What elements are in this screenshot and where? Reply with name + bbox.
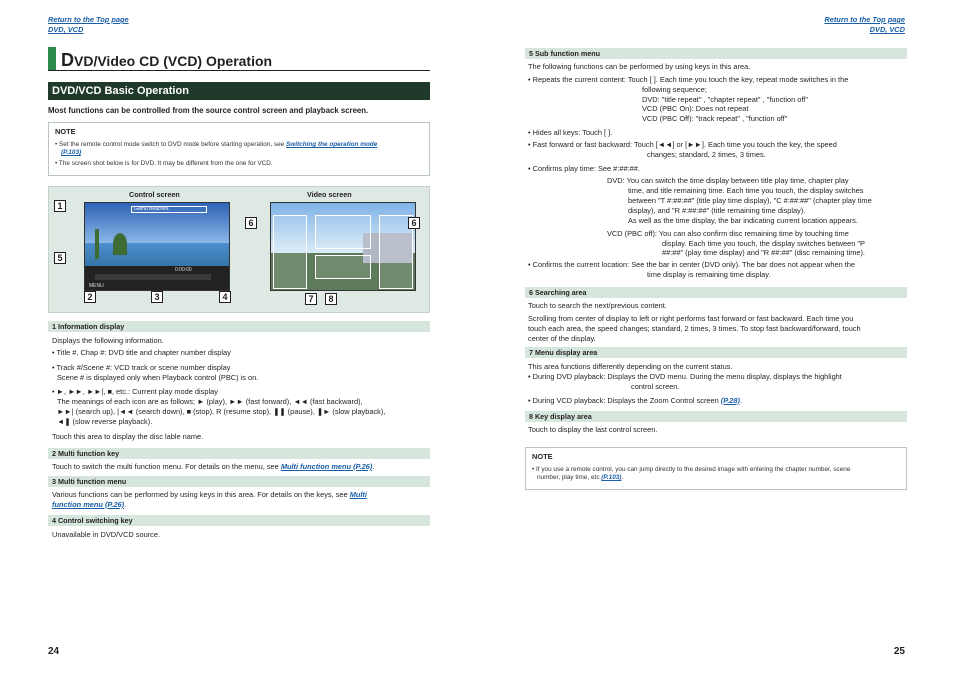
section-4-body: Unavailable in DVD/VCD source. — [52, 530, 161, 539]
callout-6-left: 6 — [245, 217, 257, 229]
note-title: NOTE — [532, 452, 553, 461]
callout-5: 5 — [54, 252, 66, 264]
callout-1: 1 — [54, 200, 66, 212]
section-title: DVD/VCD Basic Operation — [48, 82, 430, 100]
screen-figure — [48, 186, 430, 313]
section-4-header: 4 Control switching key — [48, 515, 430, 526]
multi-function-link-a[interactable]: Multi — [349, 490, 367, 499]
zoom-control-link[interactable]: (P.28) — [720, 395, 740, 405]
callout-8: 8 — [325, 293, 337, 305]
multi-function-menu[interactable] — [95, 274, 211, 280]
note-link[interactable]: (P.103) — [601, 474, 622, 482]
section-2-header: 2 Multi function key — [48, 448, 430, 459]
video-screen-label: Video screen — [307, 190, 352, 199]
right-page — [477, 0, 954, 677]
section-link[interactable]: DVD, VCD — [869, 25, 905, 35]
top-nav — [824, 15, 905, 36]
control-bar: 0:00:00 MENU — [85, 266, 229, 291]
callout-3: 3 — [151, 291, 163, 303]
section-5-body: The following functions can be performed by using keys in this area. • Repeats the current content: Touch [ ]. Each time you touch the key, repeat mode switches in the following sequence; DVD: "title repeat" , "chapter repeat" , "function off" VCD (PBC On): Does not repeat VCD (PBC Off): "track repeat" , "function off" • Hides all keys: Touch [ ]. • Fast forward or fast backward: Touch [◄◄] or [►►]. Each time you touch the key, the speed changes; standard, 2 times, 3 times. • Confirms play time: See #:##:##. DVD: You can switch the time display between title play time, chapter play time, and title remaining time. Each time you touch, the display switches between "T #:##:##" (title play time display), "C #:##:##" (chapter play time display), and "R #:##:##" (title remaining time display). As well as the time display, the bar indicating current location appears. VCD (PBC off): You can also confirm disc remaining time by touching time display. Each time you touch, the display switches between "P ##:##" (play time display) and "R ##:##" (disc remaining time). • Confirms the current location: See the bar in center (DVD only). The bar does not appear when the time display is remaining time display. — [528, 62, 908, 280]
control-screen-label: Control screen — [129, 190, 180, 199]
key-display-area[interactable] — [315, 255, 371, 279]
page-number: 24 — [48, 646, 60, 657]
callout-7: 7 — [305, 293, 317, 305]
chapter-heading — [48, 47, 430, 71]
section-3-header: 3 Multi function menu — [48, 476, 430, 487]
note-item: • If you use a remote control, you can jump directly to the desired image with entering the chapter number, scene number, play time, etc (P.103). — [532, 466, 900, 483]
section-link[interactable]: DVD, VCD — [48, 25, 84, 35]
note-link-page[interactable]: (P.103) — [61, 149, 82, 157]
section-1-body: Displays the following information. • Title #, Chap #: DVD title and chapter number display • Track #/Scene #: VCD track or scene number display Scene # is displayed only when Playback control (PBC) is on. • ►, ►►, ►►|, ■, etc.: Current play mode display The meanings of each icon are as follows; ► (play), ►► (fast forward), ◄◄ (fast backward), ►►| (search up), |◄◄ (search down), ■ (stop), R (resume stop), ❚❚ (pause), ❚► (slow playback), ◄❚ (slow reverse playback). Touch this area to display the disc lable name. — [52, 336, 430, 442]
callout-2: 2 — [84, 291, 96, 303]
section-6-header: 6 Searching area — [525, 287, 907, 298]
note-title: NOTE — [55, 127, 76, 136]
section-6-body: Touch to search the next/previous content. Scrolling from center of display to left or right performs fast forward or fast backward. Each time you touch each area, the speed changes; standard, 2 times, 3 times. To stop fast backward/forward, touch center of the display. — [528, 301, 861, 343]
section-5-header: 5 Sub function menu — [525, 48, 907, 59]
return-top-link[interactable]: Return to the Top page — [48, 15, 129, 24]
note-item: • Set the remote control mode switch to DVD mode before starting operation, see Switching the operation mode (P.103) — [55, 141, 423, 158]
page-number: 25 — [893, 646, 905, 657]
note-item: • The screen shot below is for DVD. It may be different from the one for VCD. — [55, 160, 423, 169]
note-link[interactable]: Switching the operation mode — [286, 140, 378, 148]
multi-function-link-b[interactable]: function menu (P.26) — [52, 499, 125, 509]
section-8-body: Touch to display the last control screen. — [528, 425, 658, 434]
top-nav — [48, 15, 129, 36]
callout-4: 4 — [219, 291, 231, 303]
video-screen-image — [270, 202, 416, 291]
control-screen-image — [84, 202, 230, 291]
searching-area-left[interactable] — [273, 215, 307, 289]
note-box — [48, 122, 430, 176]
screen-title-bar[interactable]: Gamu Beaches — [131, 206, 207, 213]
callout-6-right: 6 — [408, 217, 420, 229]
note-box — [525, 447, 907, 490]
section-1-header: 1 Information display — [48, 321, 430, 332]
section-3-body: Various functions can be performed by using keys in this area. For details on the keys, see Multi function menu (P.26). — [52, 490, 367, 509]
section-2-body: Touch to switch the multi function menu. For details on the menu, see Multi function menu (P.26). — [52, 462, 375, 471]
section-7-header: 7 Menu display area — [525, 347, 907, 358]
chapter-bar — [48, 47, 56, 70]
section-8-header: 8 Key display area — [525, 411, 907, 422]
menu-display-area[interactable] — [315, 215, 371, 249]
chapter-title: DVD/Video CD (VCD) Operation — [61, 50, 273, 70]
section-7-body: This area functions differently depending on the current status. • During DVD playback: Displays the DVD menu. During the menu display, displays the highlight control screen. • During VCD playback: Displays the Zoom Control screen (P.28). — [528, 362, 908, 405]
lead-text: Most functions can be controlled from the source control screen and playback screen. — [48, 106, 369, 115]
multi-function-menu-link[interactable]: Multi function menu (P.26) — [280, 462, 373, 471]
return-top-link[interactable]: Return to the Top page — [824, 15, 905, 24]
